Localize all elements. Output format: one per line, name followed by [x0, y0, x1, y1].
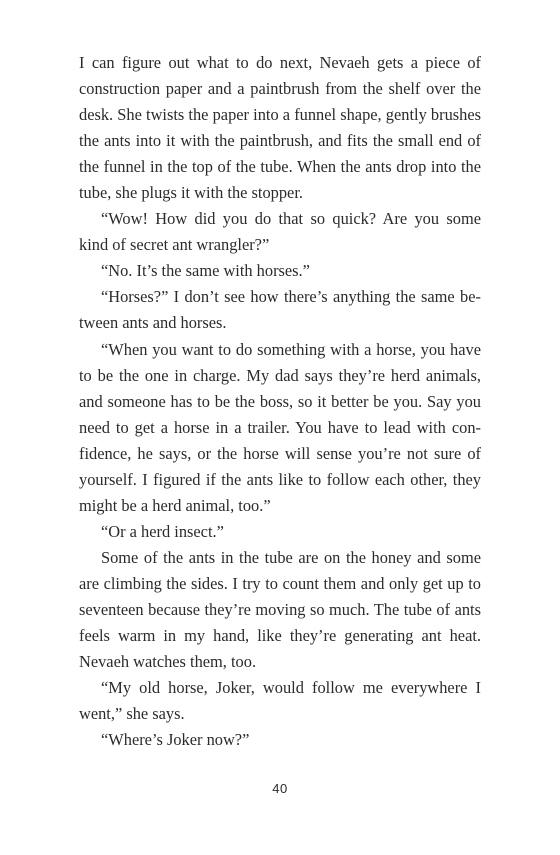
paragraph-1: I can figure out what to do next, Nevaeh gets a piece of construction paper and a paintbrush from the shelf over the desk. She twists the paper into a funnel shape, gently brushes the ants into it with the paintbrush, and fits the small end of the funnel in the top of the tube. When the ants drop into the tube, she plugs it with the stopper. [79, 53, 481, 203]
page-number: 40 [272, 781, 288, 796]
page-body [79, 50, 481, 753]
paragraph-7: Some of the ants in the tube are on the honey and some are climbing the sides. I try to count them and only get up to seventeen because they’re moving so much. The tube of ants feels warm in my hand, like they’re generating ant heat. Nevaeh watches them, too. [79, 547, 481, 672]
paragraph-9: “Where’s Joker now?” [101, 730, 250, 750]
paragraph-8: “My old horse, Joker, would follow me everywhere I went,” she says. [79, 678, 481, 724]
paragraph-3: “No. It’s the same with horses.” [101, 261, 310, 281]
paragraph-4: “Horses?” I don’t see how there’s anything the same between ants and horses. [79, 287, 481, 333]
paragraph-5: “When you want to do something with a horse, you have to be the one in charge. My dad says they’re herd animals, and someone has to be the boss, so it better be you. Say you need to get a horse in a trailer. You have to lead with confidence, he says, or the horse will sense you’re not sure of yourself. I figured if the ants like to follow each other, they might be a herd animal, too.” [79, 339, 481, 515]
paragraph-2: “Wow! How did you do that so quick? Are you some kind of secret ant wrangler?” [79, 209, 481, 255]
paragraph-6: “Or a herd insect.” [101, 521, 224, 541]
